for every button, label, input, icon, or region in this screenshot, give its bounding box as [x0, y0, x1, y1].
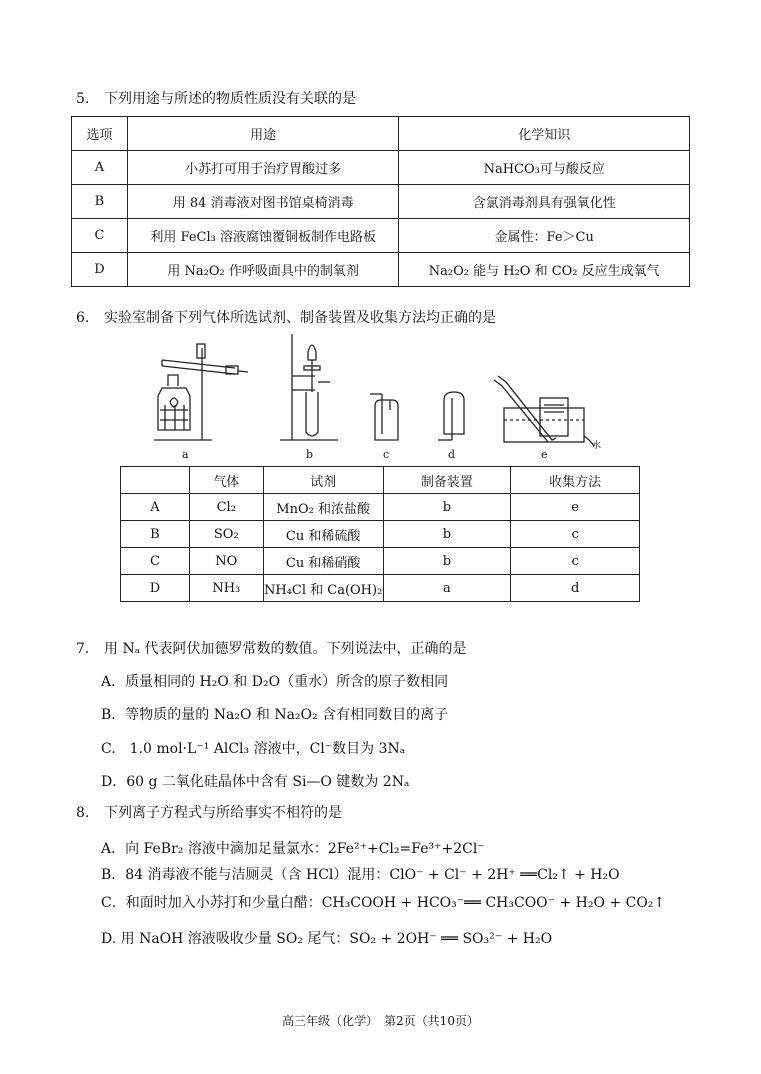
q6-cell: e — [511, 494, 640, 521]
q5-cell: NaHCO₃可与酸反应 — [399, 151, 690, 185]
q6-cell: C — [121, 548, 190, 575]
q5-cell: 小苏打可用于治疗胃酸过多 — [127, 151, 399, 185]
q7-option-b: B．等物质的量的 Na₂O 和 Na₂O₂ 含有相同数目的离子 — [101, 707, 449, 723]
table-row — [72, 151, 690, 185]
apparatus-label: e — [541, 448, 548, 461]
q6-cell: Cu 和稀硫酸 — [263, 521, 383, 548]
table-row — [121, 575, 640, 602]
table-row — [72, 219, 690, 253]
q6-cell: a — [383, 575, 511, 602]
q5-cell: Na₂O₂ 能与 H₂O 和 CO₂ 反应生成氧气 — [399, 253, 690, 287]
q5-header-cell: 选项 — [72, 117, 128, 151]
table-row — [121, 494, 640, 521]
q8-option-c: C．和面时加入小苏打和少量白醋：CH₃COOH + HCO₃⁻══ CH₃COO⁻ + H₂O + CO₂↑ — [101, 895, 666, 911]
q5-cell: D — [72, 253, 128, 287]
apparatus-a — [154, 344, 248, 440]
q5-cell: 用 84 消毒液对图书馆桌椅消毒 — [127, 185, 399, 219]
q5-stem — [76, 88, 356, 108]
water-label: 水 — [592, 441, 602, 451]
q6-cell: A — [121, 494, 190, 521]
table-row — [121, 521, 640, 548]
q5-cell: 利用 FeCl₃ 溶液腐蚀覆铜板制作电路板 — [127, 219, 399, 253]
q6-cell: NH₄Cl 和 Ca(OH)₂ — [263, 575, 383, 602]
q8-number: 8. — [76, 805, 90, 821]
q5-cell: A — [72, 151, 128, 185]
q6-cell: b — [383, 548, 511, 575]
q7-stem — [76, 638, 467, 658]
apparatus-c — [370, 394, 398, 440]
q7-stem-text: 用 Nₐ 代表阿伏加德罗常数的数值。下列说法中，正确的是 — [104, 641, 467, 657]
q5-header-row — [72, 117, 690, 151]
q7-option-c: C. 1.0 mol·L⁻¹ AlCl₃ 溶液中，Cl⁻数目为 3Nₐ — [101, 741, 406, 757]
q6-header-cell: 气体 — [189, 467, 263, 494]
page-footer: 高三年级（化学） 第2页（共10页） — [282, 1014, 479, 1028]
q7-option-a: A．质量相同的 H₂O 和 D₂O（重水）所含的原子数相同 — [101, 674, 449, 690]
q6-cell: Cu 和稀硝酸 — [263, 548, 383, 575]
apparatus-label: c — [383, 448, 390, 461]
apparatus-diagram — [140, 330, 610, 465]
apparatus-label: b — [306, 448, 314, 461]
apparatus-d — [438, 392, 464, 440]
q6-cell: b — [383, 521, 511, 548]
q5-stem-text: 下列用途与所述的物质性质没有关联的是 — [104, 91, 356, 107]
q6-cell: b — [383, 494, 511, 521]
q5-cell: 用 Na₂O₂ 作呼吸面具中的制氧剂 — [127, 253, 399, 287]
q8-stem — [76, 802, 342, 822]
q8-option-a: A．向 FeBr₂ 溶液中滴加足量氯水：2Fe²⁺+Cl₂=Fe³⁺+2Cl⁻ — [101, 841, 485, 857]
q6-cell: NH₃ — [189, 575, 263, 602]
apparatus-b — [280, 334, 338, 440]
table-row — [72, 185, 690, 219]
q6-stem — [76, 307, 496, 327]
q5-header-cell: 用途 — [127, 117, 399, 151]
apparatus-label: d — [448, 448, 456, 461]
q6-cell: NO — [189, 548, 263, 575]
q6-header-row — [121, 467, 640, 494]
q6-header-cell: 收集方法 — [511, 467, 640, 494]
apparatus-e — [494, 376, 594, 446]
q6-cell: D — [121, 575, 190, 602]
q6-header-cell — [121, 467, 190, 494]
q5-table — [71, 116, 690, 287]
q6-cell: c — [511, 548, 640, 575]
q6-header-cell: 制备装置 — [383, 467, 511, 494]
q6-table — [120, 466, 640, 602]
q5-cell: B — [72, 185, 128, 219]
q6-cell: B — [121, 521, 190, 548]
q6-cell: c — [511, 521, 640, 548]
q8-option-d: D. 用 NaOH 溶液吸收少量 SO₂ 尾气：SO₂ + 2OH⁻ ══ SO₃²⁻ + H₂O — [101, 931, 553, 947]
q6-cell: Cl₂ — [189, 494, 263, 521]
q5-cell: 金属性：Fe＞Cu — [399, 219, 690, 253]
q8-stem-text: 下列离子方程式与所给事实不相符的是 — [104, 805, 342, 821]
q6-cell: MnO₂ 和浓盐酸 — [263, 494, 383, 521]
q6-cell: SO₂ — [189, 521, 263, 548]
q5-header-cell: 化学知识 — [399, 117, 690, 151]
q5-cell: 含氯消毒剂具有强氧化性 — [399, 185, 690, 219]
apparatus-label: a — [182, 448, 189, 461]
q6-stem-text: 实验室制备下列气体所选试剂、制备装置及收集方法均正确的是 — [104, 310, 496, 326]
table-row — [121, 548, 640, 575]
q6-cell: d — [511, 575, 640, 602]
table-row — [72, 253, 690, 287]
q6-header-cell: 试剂 — [263, 467, 383, 494]
q7-number: 7. — [76, 641, 90, 657]
q8-option-b: B．84 消毒液不能与洁厕灵（含 HCl）混用：ClO⁻ + Cl⁻ + 2H⁺ ══Cl₂↑ + H₂O — [101, 867, 620, 883]
q5-number: 5. — [76, 91, 90, 107]
q6-number: 6. — [76, 310, 90, 326]
q7-option-d: D．60 g 二氧化硅晶体中含有 Si—O 键数为 2Nₐ — [101, 774, 410, 790]
q5-cell: C — [72, 219, 128, 253]
